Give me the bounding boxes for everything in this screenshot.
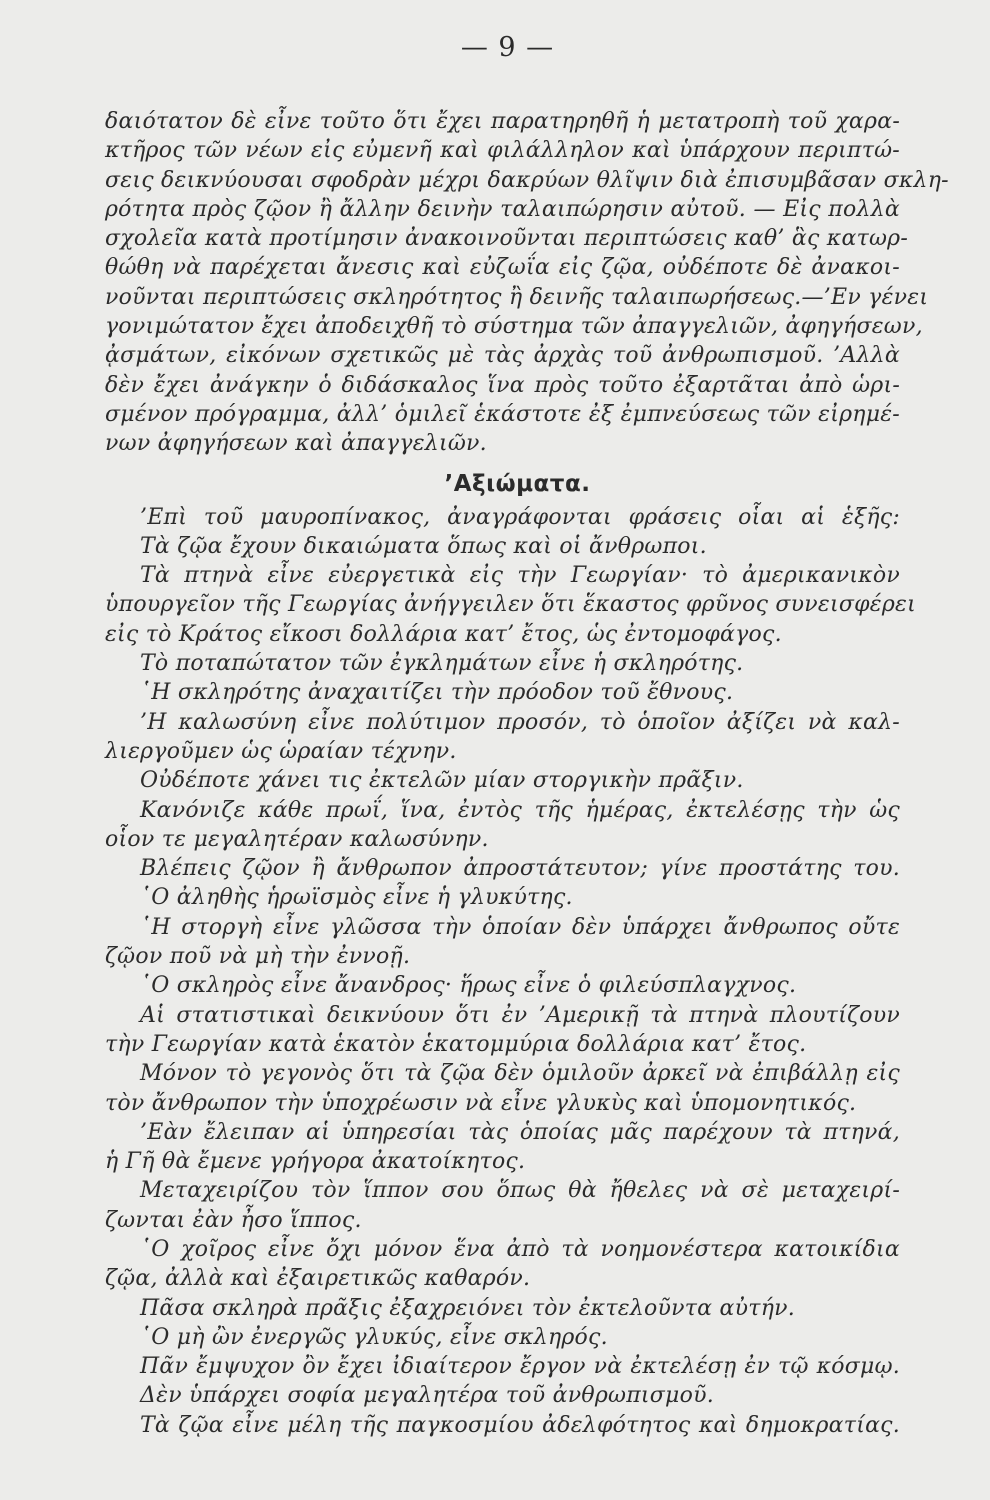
axiom-line: οἷον τε μεγαλητέραν καλωσύνην. bbox=[105, 826, 489, 852]
section-heading: ’Αξιώματα. bbox=[444, 470, 591, 497]
axiom-line: Δὲν ὑπάρχει σοφία μεγαλητέρα τοῦ ἀνθρωπισμοῦ. bbox=[140, 1383, 714, 1409]
axiom-line: Μόνον τὸ γεγονὸς ὅτι τὰ ζῷα δὲν ὁμιλοῦν ἀρκεῖ νὰ ἐπιβάλλῃ εἰς bbox=[140, 1061, 900, 1087]
paragraph-line: ρότητα πρὸς ζῷον ἢ ἄλλην δεινὴν ταλαιπώρησιν αὐτοῦ. — Εἰς πολλὰ bbox=[105, 196, 900, 222]
axiom-line: ὑπουργεῖον τῆς Γεωργίας ἀνήγγειλεν ὅτι ἕκαστος φρῦνος συνεισφέρει bbox=[105, 592, 916, 618]
axiom-line: ῾Η σκληρότης ἀναχαιτίζει τὴν πρόοδον τοῦ ἔθνους. bbox=[140, 680, 734, 706]
paragraph-line: σεις δεικνύουσαι σφοδρὰν μέχρι δακρύων θλῖψιν διὰ ἐπισυμβᾶσαν σκλη- bbox=[105, 167, 949, 193]
axiom-line: Τὰ πτηνὰ εἶνε εὐεργετικὰ εἰς τὴν Γεωργίαν· τὸ ἀμερικανικὸν bbox=[140, 563, 900, 589]
paragraph-line: σμένον πρόγραμμα, ἀλλ’ ὁμιλεῖ ἑκάστοτε ἐξ ἐμπνεύσεως τῶν εἰρημέ- bbox=[105, 401, 900, 427]
paragraph-line: ᾀσμάτων, εἰκόνων σχετικῶς μὲ τὰς ἀρχὰς τοῦ ἀνθρωπισμοῦ. ’Αλλὰ bbox=[105, 343, 900, 369]
paragraph-line: νοῦνται περιπτώσεις σκληρότητος ἢ δεινῆς ταλαιπωρήσεως.—’Εν γένει bbox=[105, 284, 929, 310]
axiom-line: ζωνται ἐὰν ἦσο ἵππος. bbox=[105, 1207, 362, 1233]
axiom-line: ἡ Γῆ θὰ ἔμενε γρήγορα ἀκατοίκητος. bbox=[105, 1149, 526, 1175]
paragraph-line: κτῆρος τῶν νέων εἰς εὐμενῆ καὶ φιλάλληλον καὶ ὑπάρχουν περιπτώ- bbox=[105, 138, 900, 164]
axiom-line: ’Επὶ τοῦ μαυροπίνακος, ἀναγράφονται φράσεις οἷαι αἱ ἑξῆς: bbox=[140, 504, 900, 530]
axiom-line: ῾Η στοργὴ εἶνε γλῶσσα τὴν ὁποίαν δὲν ὑπάρχει ἄνθρωπος οὔτε bbox=[140, 914, 900, 940]
paragraph-line: δὲν ἔχει ἀνάγκην ὁ διδάσκαλος ἵνα πρὸς τοῦτο ἐξαρτᾶται ἀπὸ ὡρι- bbox=[105, 372, 900, 398]
axiom-line: Τὰ ζῷα ἔχουν δικαιώματα ὅπως καὶ οἱ ἄνθρωποι. bbox=[140, 533, 707, 559]
axiom-line: ’Η καλωσύνη εἶνε πολύτιμον προσόν, τὸ ὁποῖον ἀξίζει νὰ καλ- bbox=[140, 709, 900, 735]
axiom-line: Αἱ στατιστικαὶ δεικνύουν ὅτι ἐν ’Αμερικῇ τὰ πτηνὰ πλουτίζουν bbox=[140, 1002, 900, 1028]
axiom-line: Βλέπεις ζῷον ἢ ἄνθρωπον ἀπροστάτευτον; γίνε προστάτης του. bbox=[140, 856, 900, 882]
axiom-line: λιεργοῦμεν ὡς ὡραίαν τέχνην. bbox=[105, 738, 457, 764]
paragraph-line: νων ἀφηγήσεων καὶ ἀπαγγελιῶν. bbox=[105, 431, 487, 457]
axiom-line: Τὰ ζῷα εἶνε μέλη τῆς παγκοσμίου ἀδελφότητος καὶ δημοκρατίας. bbox=[140, 1412, 900, 1438]
paragraph-line: γονιμώτατον ἔχει ἀποδειχθῆ τὸ σύστημα τῶν ἀπαγγελιῶν, ἀφηγήσεων, bbox=[105, 314, 923, 340]
axiom-line: ζῷα, ἀλλὰ καὶ ἐξαιρετικῶς καθαρόν. bbox=[105, 1266, 531, 1292]
axiom-line: Μεταχειρίζου τὸν ἵππον σου ὅπως θὰ ἤθελες νὰ σὲ μεταχειρί- bbox=[140, 1178, 900, 1204]
axiom-line: ῾Ο σκληρὸς εἶνε ἄνανδρος· ἥρως εἶνε ὁ φιλεύσπλαγχνος. bbox=[140, 973, 797, 999]
axioms-list bbox=[105, 503, 916, 1441]
axiom-line: τὴν Γεωργίαν κατὰ ἑκατὸν ἑκατομμύρια δολλάρια κατ’ ἔτος. bbox=[105, 1031, 807, 1057]
axiom-line: Οὐδέποτε χάνει τις ἐκτελῶν μίαν στοργικὴν πρᾶξιν. bbox=[140, 768, 744, 794]
paragraph-line: θώθη νὰ παρέχεται ἄνεσις καὶ εὐζωΐα εἰς ζῷα, οὐδέποτε δὲ ἀνακοι- bbox=[105, 255, 900, 281]
intro-paragraph bbox=[105, 107, 949, 459]
axiom-line: τὸν ἄνθρωπον τὴν ὑποχρέωσιν νὰ εἶνε γλυκὺς καὶ ὑπομονητικός. bbox=[105, 1090, 857, 1116]
axiom-line: Κανόνιζε κάθε πρωΐ, ἵνα, ἐντὸς τῆς ἡμέρας, ἐκτελέσῃς τὴν ὡς bbox=[140, 797, 900, 823]
axiom-line: Τὸ ποταπώτατον τῶν ἐγκλημάτων εἶνε ἡ σκληρότης. bbox=[140, 651, 744, 677]
axiom-line: ’Εὰν ἔλειπαν αἱ ὑπηρεσίαι τὰς ὁποίας μᾶς παρέχουν τὰ πτηνά, bbox=[140, 1119, 900, 1145]
axiom-line: ῾Ο μὴ ὢν ἐνεργῶς γλυκύς, εἶνε σκληρός. bbox=[140, 1324, 608, 1350]
axiom-line: εἰς τὸ Κράτος εἴκοσι δολλάρια κατ’ ἔτος, ὡς ἐντομοφάγος. bbox=[105, 621, 782, 647]
axiom-line: ῾Ο χοῖρος εἶνε ὄχι μόνον ἕνα ἀπὸ τὰ νοημονέστερα κατοικίδια bbox=[140, 1236, 900, 1262]
axiom-line: ῾Ο ἀληθὴς ἡρωϊσμὸς εἶνε ἡ γλυκύτης. bbox=[140, 885, 573, 911]
axiom-line: Πᾶν ἔμψυχον ὂν ἔχει ἰδιαίτερον ἔργον νὰ ἐκτελέσῃ ἐν τῷ κόσμῳ. bbox=[140, 1354, 900, 1380]
paragraph-line: δαιότατον δὲ εἶνε τοῦτο ὅτι ἔχει παρατηρηθῆ ἡ μετατροπὴ τοῦ χαρα- bbox=[105, 109, 900, 134]
paragraph-line: σχολεῖα κατὰ προτίμησιν ἀνακοινοῦνται περιπτώσεις καθ’ ἃς κατωρ- bbox=[105, 226, 909, 252]
page-number: — 9 — bbox=[460, 32, 555, 63]
axiom-line: Πᾶσα σκληρὰ πρᾶξις ἐξαχρειόνει τὸν ἐκτελοῦντα αὐτήν. bbox=[140, 1295, 795, 1321]
axiom-line: ζῷον ποῦ νὰ μὴ τὴν ἐννοῇ. bbox=[105, 944, 411, 970]
